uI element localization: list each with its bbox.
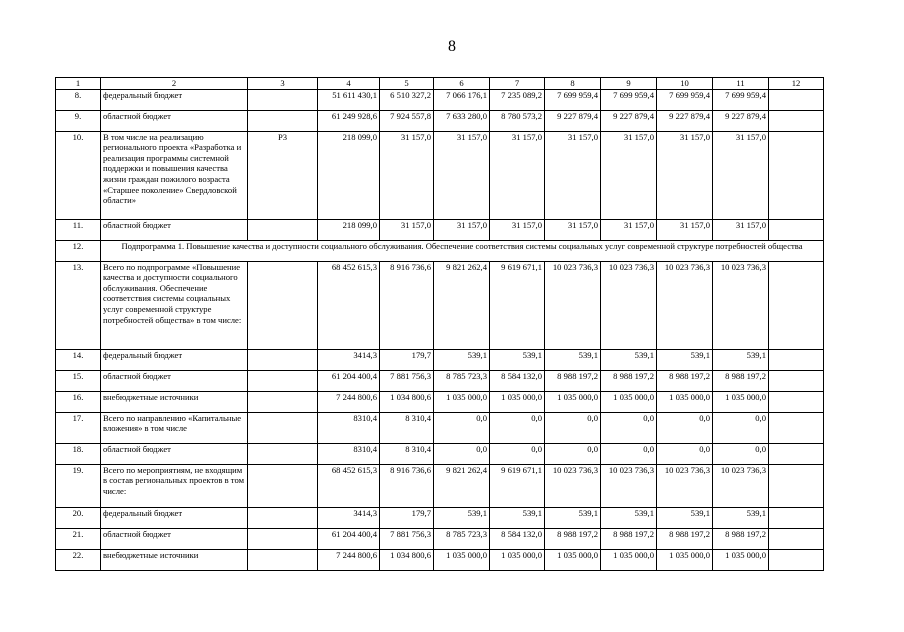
row-name: областной бюджет	[101, 110, 248, 131]
amount-cell: 31 157,0	[380, 131, 434, 219]
amount-cell: 539,1	[545, 349, 601, 370]
amount-cell: 539,1	[657, 507, 713, 528]
note-cell	[769, 370, 824, 391]
amount-cell: 8 988 197,2	[713, 528, 769, 549]
row-number: 19.	[56, 464, 101, 507]
amount-cell: 0,0	[601, 443, 657, 464]
row-name: областной бюджет	[101, 219, 248, 240]
amount-cell: 0,0	[657, 412, 713, 443]
amount-cell: 68 452 615,3	[318, 261, 380, 349]
amount-cell: 10 023 736,3	[601, 261, 657, 349]
amount-cell: 9 619 671,1	[490, 261, 545, 349]
amount-cell: 9 227 879,4	[657, 110, 713, 131]
row-code	[248, 370, 318, 391]
amount-cell: 1 035 000,0	[545, 549, 601, 570]
column-number-row	[56, 78, 824, 90]
row-number: 14.	[56, 349, 101, 370]
row-number: 17.	[56, 412, 101, 443]
row-number: 20.	[56, 507, 101, 528]
page-number: 8	[448, 38, 456, 55]
amount-cell: 8310,4	[318, 412, 380, 443]
amount-cell: 31 157,0	[713, 219, 769, 240]
amount-cell: 9 619 671,1	[490, 464, 545, 507]
row-name: федеральный бюджет	[101, 507, 248, 528]
table-row	[56, 131, 824, 219]
amount-cell: 7 699 959,4	[657, 89, 713, 110]
table-row	[56, 349, 824, 370]
amount-cell: 539,1	[490, 507, 545, 528]
note-cell	[769, 110, 824, 131]
amount-cell: 8 988 197,2	[601, 528, 657, 549]
row-number: 22.	[56, 549, 101, 570]
amount-cell: 8 988 197,2	[713, 370, 769, 391]
amount-cell: 1 035 000,0	[434, 391, 490, 412]
amount-cell: 31 157,0	[490, 219, 545, 240]
amount-cell: 1 035 000,0	[601, 391, 657, 412]
amount-cell: 51 611 430,1	[318, 89, 380, 110]
amount-cell: 179,7	[380, 349, 434, 370]
note-cell	[769, 528, 824, 549]
amount-cell: 31 157,0	[545, 131, 601, 219]
amount-cell: 179,7	[380, 507, 434, 528]
amount-cell: 8 916 736,6	[380, 464, 434, 507]
amount-cell: 7 699 959,4	[601, 89, 657, 110]
amount-cell: 539,1	[490, 349, 545, 370]
table-row	[56, 528, 824, 549]
column-number: 11	[713, 78, 769, 90]
amount-cell: 8 988 197,2	[601, 370, 657, 391]
amount-cell: 539,1	[713, 349, 769, 370]
row-name: внебюджетные источники	[101, 391, 248, 412]
amount-cell: 31 157,0	[545, 219, 601, 240]
column-number: 12	[769, 78, 824, 90]
amount-cell: 7 633 280,0	[434, 110, 490, 131]
amount-cell: 539,1	[434, 349, 490, 370]
amount-cell: 8 584 132,0	[490, 370, 545, 391]
note-cell	[769, 464, 824, 507]
amount-cell: 9 227 879,4	[713, 110, 769, 131]
amount-cell: 0,0	[713, 443, 769, 464]
budget-table	[55, 77, 824, 571]
amount-cell: 10 023 736,3	[545, 261, 601, 349]
amount-cell: 539,1	[434, 507, 490, 528]
amount-cell: 3414,3	[318, 349, 380, 370]
table-row	[56, 412, 824, 443]
row-code	[248, 507, 318, 528]
amount-cell: 1 035 000,0	[490, 391, 545, 412]
amount-cell: 1 035 000,0	[713, 549, 769, 570]
row-name: федеральный бюджет	[101, 349, 248, 370]
row-name: федеральный бюджет	[101, 89, 248, 110]
row-number: 8.	[56, 89, 101, 110]
row-number: 18.	[56, 443, 101, 464]
amount-cell: 0,0	[545, 443, 601, 464]
row-name: Всего по мероприятиям, не входящим в состав региональных проектов в том числе:	[101, 464, 248, 507]
column-number: 6	[434, 78, 490, 90]
amount-cell: 8 785 723,3	[434, 370, 490, 391]
amount-cell: 539,1	[545, 507, 601, 528]
column-number: 9	[601, 78, 657, 90]
table-row	[56, 443, 824, 464]
amount-cell: 1 035 000,0	[434, 549, 490, 570]
row-name: Всего по подпрограмме «Повышение качества и доступности социального обслуживания. Обеспечение соответствия системы социальных услуг современной структуре потребностей общества» в том числе:	[101, 261, 248, 349]
amount-cell: 31 157,0	[490, 131, 545, 219]
amount-cell: 8 785 723,3	[434, 528, 490, 549]
table-row	[56, 507, 824, 528]
note-cell	[769, 391, 824, 412]
amount-cell: 1 035 000,0	[713, 391, 769, 412]
amount-cell: 0,0	[713, 412, 769, 443]
amount-cell: 31 157,0	[601, 219, 657, 240]
amount-cell: 1 035 000,0	[545, 391, 601, 412]
amount-cell: 0,0	[545, 412, 601, 443]
table-row	[56, 549, 824, 570]
amount-cell: 7 924 557,8	[380, 110, 434, 131]
amount-cell: 10 023 736,3	[601, 464, 657, 507]
row-number: 12.	[56, 240, 101, 261]
row-code	[248, 110, 318, 131]
note-cell	[769, 219, 824, 240]
amount-cell: 1 034 800,6	[380, 391, 434, 412]
table-row	[56, 110, 824, 131]
note-cell	[769, 261, 824, 349]
amount-cell: 0,0	[601, 412, 657, 443]
row-name: областной бюджет	[101, 370, 248, 391]
column-number: 5	[380, 78, 434, 90]
amount-cell: 218 099,0	[318, 219, 380, 240]
row-number: 16.	[56, 391, 101, 412]
amount-cell: 61 204 400,4	[318, 528, 380, 549]
amount-cell: 0,0	[490, 412, 545, 443]
amount-cell: 61 204 400,4	[318, 370, 380, 391]
amount-cell: 8 988 197,2	[657, 370, 713, 391]
row-code	[248, 89, 318, 110]
subprogram-title: Подпрограмма 1. Повышение качества и доступности социального обслуживания. Обеспечение соответствия системы социальных услуг современной структуре потребностей общества	[101, 240, 824, 261]
row-code	[248, 412, 318, 443]
table-row	[56, 391, 824, 412]
column-number: 2	[101, 78, 248, 90]
row-code	[248, 219, 318, 240]
row-code	[248, 464, 318, 507]
amount-cell: 68 452 615,3	[318, 464, 380, 507]
row-code: Р3	[248, 131, 318, 219]
row-name: внебюджетные источники	[101, 549, 248, 570]
amount-cell: 7 244 800,6	[318, 549, 380, 570]
column-number: 4	[318, 78, 380, 90]
table-row	[56, 219, 824, 240]
row-number: 10.	[56, 131, 101, 219]
table-row	[56, 89, 824, 110]
amount-cell: 9 821 262,4	[434, 464, 490, 507]
amount-cell: 8 988 197,2	[657, 528, 713, 549]
amount-cell: 1 035 000,0	[601, 549, 657, 570]
amount-cell: 8 916 736,6	[380, 261, 434, 349]
table-row	[56, 370, 824, 391]
row-code	[248, 391, 318, 412]
amount-cell: 3414,3	[318, 507, 380, 528]
amount-cell: 10 023 736,3	[713, 464, 769, 507]
amount-cell: 31 157,0	[601, 131, 657, 219]
note-cell	[769, 349, 824, 370]
amount-cell: 0,0	[434, 412, 490, 443]
amount-cell: 1 034 800,6	[380, 549, 434, 570]
subprogram-row	[56, 240, 824, 261]
row-name: Всего по направлению «Капитальные вложения» в том числе	[101, 412, 248, 443]
row-code	[248, 528, 318, 549]
row-number: 21.	[56, 528, 101, 549]
amount-cell: 1 035 000,0	[657, 549, 713, 570]
amount-cell: 8310,4	[318, 443, 380, 464]
amount-cell: 7 699 959,4	[545, 89, 601, 110]
row-code	[248, 443, 318, 464]
amount-cell: 9 227 879,4	[545, 110, 601, 131]
amount-cell: 539,1	[657, 349, 713, 370]
row-name: областной бюджет	[101, 528, 248, 549]
amount-cell: 9 821 262,4	[434, 261, 490, 349]
row-code	[248, 549, 318, 570]
amount-cell: 7 881 756,3	[380, 370, 434, 391]
column-number: 3	[248, 78, 318, 90]
amount-cell: 7 066 176,1	[434, 89, 490, 110]
amount-cell: 31 157,0	[434, 131, 490, 219]
note-cell	[769, 412, 824, 443]
amount-cell: 10 023 736,3	[713, 261, 769, 349]
amount-cell: 31 157,0	[434, 219, 490, 240]
amount-cell: 8 780 573,2	[490, 110, 545, 131]
amount-cell: 31 157,0	[657, 131, 713, 219]
row-number: 9.	[56, 110, 101, 131]
amount-cell: 0,0	[657, 443, 713, 464]
column-number: 1	[56, 78, 101, 90]
note-cell	[769, 89, 824, 110]
column-number: 10	[657, 78, 713, 90]
amount-cell: 7 244 800,6	[318, 391, 380, 412]
note-cell	[769, 131, 824, 219]
row-name: областной бюджет	[101, 443, 248, 464]
amount-cell: 7 881 756,3	[380, 528, 434, 549]
amount-cell: 7 699 959,4	[713, 89, 769, 110]
amount-cell: 0,0	[490, 443, 545, 464]
row-number: 13.	[56, 261, 101, 349]
note-cell	[769, 507, 824, 528]
row-number: 11.	[56, 219, 101, 240]
amount-cell: 1 035 000,0	[657, 391, 713, 412]
amount-cell: 0,0	[434, 443, 490, 464]
row-code	[248, 349, 318, 370]
amount-cell: 539,1	[713, 507, 769, 528]
amount-cell: 8 310,4	[380, 443, 434, 464]
amount-cell: 10 023 736,3	[545, 464, 601, 507]
column-number: 7	[490, 78, 545, 90]
amount-cell: 539,1	[601, 507, 657, 528]
table-row	[56, 261, 824, 349]
amount-cell: 218 099,0	[318, 131, 380, 219]
row-number: 15.	[56, 370, 101, 391]
amount-cell: 10 023 736,3	[657, 261, 713, 349]
amount-cell: 7 235 089,2	[490, 89, 545, 110]
amount-cell: 31 157,0	[657, 219, 713, 240]
amount-cell: 9 227 879,4	[601, 110, 657, 131]
amount-cell: 1 035 000,0	[490, 549, 545, 570]
amount-cell: 8 310,4	[380, 412, 434, 443]
row-name: В том числе на реализацию регионального проекта «Разработка и реализация программы системной поддержки и повышения качества жизни граждан пожилого возраста «Старшее поколение» Свердловской области»	[101, 131, 248, 219]
column-number: 8	[545, 78, 601, 90]
amount-cell: 8 584 132,0	[490, 528, 545, 549]
amount-cell: 6 510 327,2	[380, 89, 434, 110]
note-cell	[769, 443, 824, 464]
note-cell	[769, 549, 824, 570]
amount-cell: 61 249 928,6	[318, 110, 380, 131]
table-row	[56, 464, 824, 507]
row-code	[248, 261, 318, 349]
amount-cell: 8 988 197,2	[545, 370, 601, 391]
amount-cell: 31 157,0	[713, 131, 769, 219]
amount-cell: 10 023 736,3	[657, 464, 713, 507]
amount-cell: 8 988 197,2	[545, 528, 601, 549]
amount-cell: 31 157,0	[380, 219, 434, 240]
amount-cell: 539,1	[601, 349, 657, 370]
